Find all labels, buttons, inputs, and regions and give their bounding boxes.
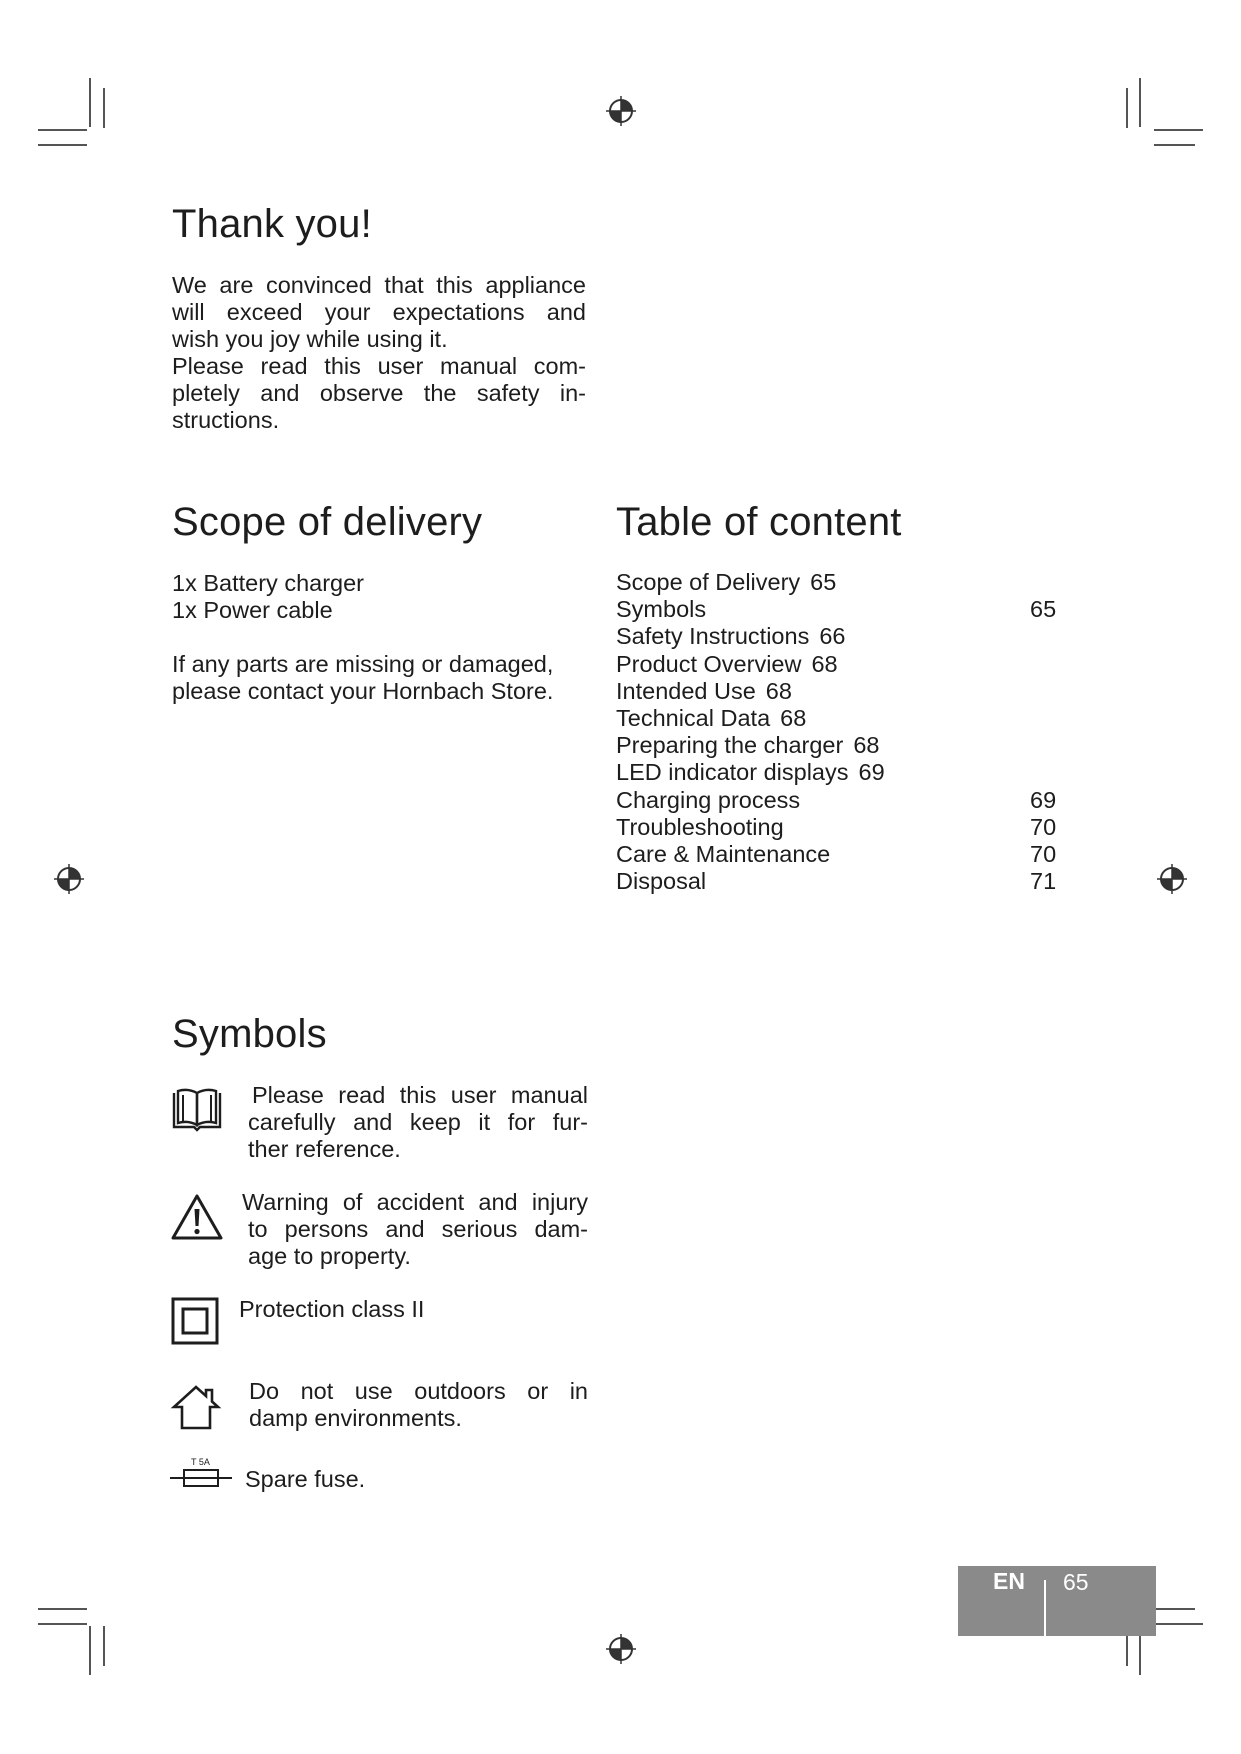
registration-mark-icon bbox=[606, 96, 636, 126]
scope-item: 1x Power cable bbox=[172, 597, 333, 623]
toc-entry-page: 71 bbox=[1030, 868, 1057, 895]
toc-entry-page: 65 bbox=[1030, 596, 1057, 623]
toc-entry-label: Preparing the charger bbox=[616, 732, 844, 759]
registration-mark-icon bbox=[1157, 864, 1187, 894]
toc-entry-page: 68 bbox=[765, 677, 792, 704]
scope-note: If any parts are missing or damaged, please contact your Hornbach Store. bbox=[172, 651, 554, 704]
registration-mark-icon bbox=[606, 1634, 636, 1664]
toc-entry-label: Troubleshooting bbox=[616, 813, 784, 840]
toc-entry-label: Product Overview bbox=[616, 650, 802, 677]
symbol-description: Protection class II bbox=[239, 1296, 425, 1322]
symbol-description: Do not use outdoors or in damp environments. bbox=[249, 1378, 588, 1431]
toc-entry-label: Disposal bbox=[616, 868, 707, 895]
toc-entry bbox=[616, 786, 1057, 814]
toc-entry-page: 66 bbox=[819, 623, 846, 650]
toc-entry-label: Care & Maintenance bbox=[616, 840, 831, 867]
toc-entry-label: Scope of Delivery bbox=[616, 569, 801, 595]
toc-entry bbox=[616, 732, 1036, 759]
page-tab-divider bbox=[1044, 1580, 1046, 1636]
book-icon bbox=[170, 1087, 224, 1133]
toc-entry bbox=[616, 705, 1036, 732]
protection-class-ii-icon bbox=[171, 1297, 219, 1345]
toc-entry bbox=[616, 868, 1057, 895]
toc-entry-page: 68 bbox=[811, 650, 838, 677]
toc-entry bbox=[616, 840, 1057, 868]
language-code: EN bbox=[993, 1568, 1025, 1594]
toc-entry-label: Symbols bbox=[616, 596, 707, 623]
symbols-title: Symbols bbox=[172, 1012, 327, 1056]
toc-entry bbox=[616, 623, 1036, 650]
toc-list bbox=[616, 569, 1057, 895]
toc-entry-page: 68 bbox=[853, 732, 880, 759]
symbol-description: Please read this user manual carefully and keep it for fur- ther reference. bbox=[248, 1082, 588, 1162]
toc-entry bbox=[616, 596, 1057, 623]
toc-entry-page: 69 bbox=[1030, 786, 1057, 813]
scope-title: Scope of delivery bbox=[172, 500, 483, 544]
toc-entry-label: Safety Instructions bbox=[616, 623, 810, 650]
fuse-icon bbox=[170, 1466, 232, 1490]
page-tab bbox=[958, 1566, 1156, 1636]
toc-entry-page: 70 bbox=[1030, 813, 1057, 840]
toc-entry bbox=[616, 569, 1036, 596]
symbol-description: Warning of accident and injury to persons and serious dam- age to property. bbox=[242, 1189, 588, 1269]
toc-entry-label: LED indicator displays bbox=[616, 759, 849, 786]
toc-entry-page: 68 bbox=[780, 704, 807, 731]
thank-you-text: We are convinced that this appliance will exceed your expectations and wish you joy while using it. Please read this user manual com- pletely and observe the safety in- structions. bbox=[172, 272, 586, 433]
toc-entry-label: Technical Data bbox=[616, 704, 771, 731]
house-indoor-only-icon bbox=[170, 1383, 222, 1431]
toc-entry-page: 65 bbox=[810, 569, 837, 595]
page-number: 65 bbox=[1063, 1569, 1089, 1595]
thank-you-title: Thank you! bbox=[172, 202, 372, 246]
registration-mark-icon bbox=[54, 864, 84, 894]
toc-entry-label: Intended Use bbox=[616, 677, 756, 704]
scope-item: 1x Battery charger bbox=[172, 570, 365, 596]
toc-entry-page: 70 bbox=[1030, 840, 1057, 867]
toc-entry-label: Charging process bbox=[616, 786, 801, 813]
toc-entry-page: 69 bbox=[858, 759, 885, 786]
toc-entry bbox=[616, 759, 1036, 786]
toc-title: Table of content bbox=[616, 500, 902, 544]
fuse-icon-label: T 5A bbox=[191, 1457, 210, 1467]
symbol-description: Spare fuse. bbox=[245, 1466, 366, 1492]
scope-items bbox=[172, 570, 364, 624]
toc-entry bbox=[616, 651, 1036, 678]
toc-entry bbox=[616, 678, 1036, 705]
toc-entry bbox=[616, 813, 1057, 841]
warning-triangle-icon bbox=[170, 1193, 224, 1241]
